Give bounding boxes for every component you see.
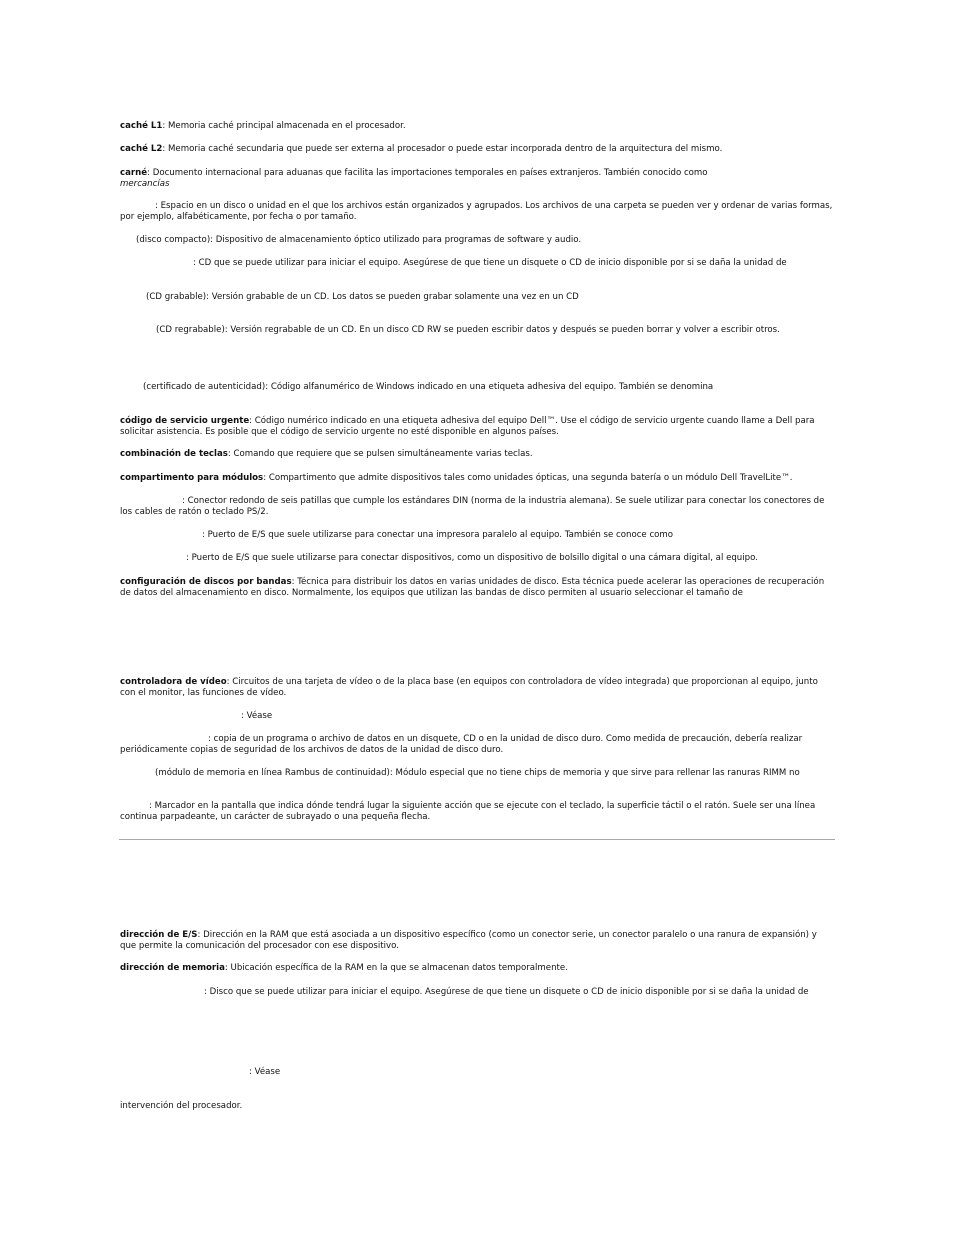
- entry-direccion-e-s: [120, 930, 834, 951]
- entry-crimm: [120, 768, 834, 779]
- entry-compartimento-modulos: [120, 473, 834, 484]
- definition: : Técnica para distribuir los datos en varias unidades de disco. Esta técnica puede acelerar las operaciones de recuperación de datos del almacenamiento en disco. Normalmente, los equipos que utilizan las bandas de disco permiten al usuario seleccionar el tamaño de: [120, 577, 825, 598]
- entry-disco-de-inicio: [120, 987, 834, 998]
- entry-cache-l1: [120, 121, 834, 132]
- section-divider: [119, 839, 835, 840]
- definition: : CD que se puede utilizar para iniciar el equipo. Asegúrese de que tiene un disquete o CD de inicio disponible por si se daña la unidad de: [193, 258, 787, 268]
- definition: : Ubicación específica de la RAM en la que se almacenan datos temporalmente.: [224, 963, 568, 973]
- definition: : Puerto de E/S que suele utilizarse para conectar dispositivos, como un dispositivo de bolsillo digital o una cámara digital, al equipo.: [186, 553, 758, 563]
- term: carné: [120, 168, 148, 178]
- definition: : Conector redondo de seis patillas que cumple los estándares DIN (norma de la industria alemana). Se suele utilizar para conectar los conectores de los cables de ratón o teclado PS/2.: [120, 496, 825, 517]
- definition: : Dirección en la RAM que está asociada a un dispositivo específico (como un conector serie, un conector paralelo o una ranura de expansión) y que permite la comunicación del procesador con ese dispositivo.: [120, 930, 817, 951]
- term: código de servicio urgente: [120, 416, 250, 426]
- entry-cd: [120, 235, 834, 246]
- definition: intervención del procesador.: [120, 1101, 243, 1111]
- definition: : Memoria caché principal almacenada en el procesador.: [162, 121, 406, 131]
- entry-conector-din: [120, 496, 834, 517]
- definition: (certificado de autenticidad): Código alfanumérico de Windows indicado en una etiqueta adhesiva del equipo. También se denomina: [143, 382, 714, 392]
- entry-cursor: [120, 801, 834, 822]
- term: caché L1: [120, 121, 163, 131]
- entry-combinacion-teclas: [120, 449, 834, 460]
- definition: : copia de un programa o archivo de datos en un disquete, CD o en la unidad de disco duro. Como medida de precaución, debería realizar periódicamente copias de seguridad de los archivos de datos de la unidad de disco duro.: [120, 734, 803, 755]
- entry-configuracion-discos-bandas: [120, 577, 834, 598]
- entry-coa: [120, 382, 834, 393]
- term: dirección de memoria: [120, 963, 225, 973]
- definition: : Circuitos de una tarjeta de vídeo o de la placa base (en equipos con controladora de vídeo integrada) que proporcionan al equipo, junto con el monitor, las funciones de vídeo.: [120, 677, 818, 698]
- definition: (CD grabable): Versión grabable de un CD. Los datos se pueden grabar solamente una vez en un CD: [146, 292, 579, 302]
- definition: : Véase: [249, 1067, 281, 1077]
- term: dirección de E/S: [120, 930, 198, 940]
- term: controladora de vídeo: [120, 677, 227, 687]
- definition: : Véase: [241, 711, 273, 721]
- entry-cd-r: [120, 292, 834, 303]
- entry-controladora-video: [120, 677, 834, 698]
- term: caché L2: [120, 144, 163, 154]
- entry-carne: [120, 168, 834, 189]
- definition: (módulo de memoria en línea Rambus de continuidad): Módulo especial que no tiene chips de memoria y que sirve para rellenar las ranuras RIMM no: [155, 768, 800, 778]
- term: combinación de teclas: [120, 449, 228, 459]
- entry-conector-paralelo: [120, 530, 834, 541]
- term: configuración de discos por bandas: [120, 577, 292, 587]
- entry-cd-rw: [120, 325, 834, 336]
- entry-intervencion-procesador: [120, 1101, 834, 1112]
- entry-vease-1: [120, 711, 834, 722]
- definition: : Código numérico indicado en una etiqueta adhesiva del equipo Dell™. Use el código de servicio urgente cuando llame a Dell para solicitar asistencia. Es posible que el código de servicio urgente no esté disponible en algunos países.: [120, 416, 815, 437]
- definition: : Comando que requiere que se pulsen simultáneamente varias teclas.: [227, 449, 533, 459]
- definition: : Memoria caché secundaria que puede ser externa al procesador o puede estar incorporada dentro de la arquitectura del mismo.: [162, 144, 723, 154]
- entry-direccion-memoria: [120, 963, 834, 974]
- entry-conector-usb: [120, 553, 834, 564]
- definition: : Espacio en un disco o unidad en el que los archivos están organizados y agrupados. Los archivos de una carpeta se pueden ver y ordenar de varias formas, por ejemplo, alfabéticamente, por fecha o por tamaño.: [120, 201, 833, 222]
- definition-extra: mercancías: [120, 178, 170, 189]
- entry-carpeta: [120, 201, 834, 222]
- entry-cd-de-inicio: [120, 258, 834, 269]
- definition: (disco compacto): Dispositivo de almacenamiento óptico utilizado para programas de software y audio.: [136, 235, 582, 245]
- definition: : Disco que se puede utilizar para iniciar el equipo. Asegúrese de que tiene un disquete o CD de inicio disponible por si se daña la unidad de: [204, 987, 809, 997]
- definition: : Puerto de E/S que suele utilizarse para conectar una impresora paralelo al equipo. También se conoce como: [202, 530, 674, 540]
- entry-vease-2: [120, 1067, 834, 1078]
- definition: : Documento internacional para aduanas que facilita las importaciones temporales en países extranjeros. También conocido como: [147, 168, 708, 178]
- entry-copia-seguridad: [120, 734, 834, 755]
- definition: : Marcador en la pantalla que indica dónde tendrá lugar la siguiente acción que se ejecute con el teclado, la superficie táctil o el ratón. Suele ser una línea continua parpadeante, un carácter de subrayado o una pequeña flecha.: [120, 801, 816, 822]
- entry-cache-l2: [120, 144, 834, 155]
- definition: : Compartimento que admite dispositivos tales como unidades ópticas, una segunda batería o un módulo Dell TravelLite™.: [263, 473, 793, 483]
- term: compartimento para módulos: [120, 473, 264, 483]
- definition: (CD regrabable): Versión regrabable de un CD. En un disco CD RW se pueden escribir datos y después se pueden borrar y volver a escribir otros.: [156, 325, 780, 335]
- entry-codigo-servicio-urgente: [120, 416, 834, 437]
